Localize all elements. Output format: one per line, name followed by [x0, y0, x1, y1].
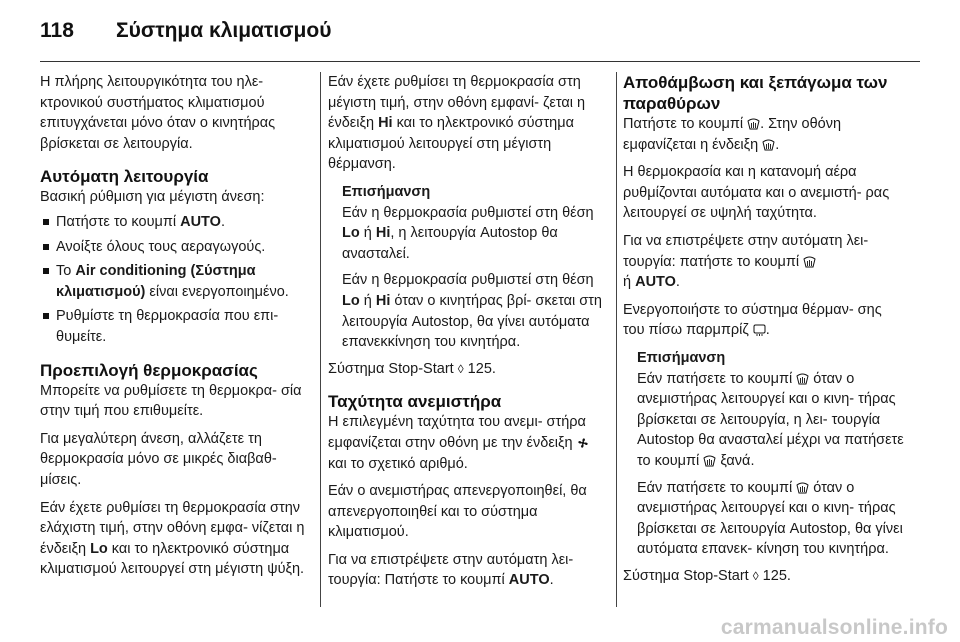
windscreen-defrost-icon: [762, 137, 775, 153]
auto-steps-list: [40, 212, 308, 348]
list-item: Ανοίξτε όλους τους αεραγωγούς.: [40, 237, 308, 258]
reference-arrow-icon: ◊: [752, 568, 759, 583]
defrost-heading: Αποθάμβωση και ξεπάγωμα των παραθύρων: [623, 73, 888, 113]
windscreen-defrost-icon: [796, 480, 809, 496]
defrost-paragraph-3: Για να επιστρέψετε στην αυτόματη λει- τουργία: πατήστε το κουμπί ή AUTO.: [623, 232, 869, 291]
defrost-paragraph-1: Πατήστε το κουμπί . Στην οθόνη εμφανίζεται η ένδειξη .: [623, 116, 842, 153]
stop-start-reference: Σύστημα Stop-Start ◊ 125.: [623, 567, 791, 584]
windscreen-defrost-icon: [803, 254, 816, 270]
reference-arrow-icon: ◊: [457, 361, 464, 376]
header-rule: [40, 61, 920, 62]
windscreen-defrost-icon: [796, 371, 809, 387]
rear-window-heating-icon: [753, 322, 766, 338]
column-2: [328, 72, 604, 598]
column-divider-2: [616, 72, 617, 607]
list-item: Ρυθμίστε τη θερμοκρασία που επι- θυμείτε.: [40, 306, 308, 347]
watermark: carmanualsonline.info: [720, 616, 948, 639]
intro-paragraph: Η πλήρης λειτουργικότητα του ηλε- κτρονικού συστήματος κλιματισμού επιτυγχάνεται μόνο όταν ο κινητήρας βρίσκεται σε λειτουργία.: [40, 74, 276, 152]
fan-speed-heading: Ταχύτητα ανεμιστήρα: [328, 392, 502, 412]
windscreen-defrost-icon: [747, 116, 760, 132]
auto-mode-heading: Αυτόματη λειτουργία: [40, 167, 209, 187]
column-1: [40, 72, 308, 587]
page-number: 118: [40, 19, 74, 42]
preset-paragraph-2: Για μεγαλύτερη άνεση, αλλάζετε τη θερμοκρασία μόνο σε μικρές διαβαθ- μίσεις.: [40, 430, 277, 488]
column-divider-1: [320, 72, 321, 607]
note-box: [637, 348, 905, 560]
auto-intro: Βασική ρύθμιση για μέγιστη άνεση:: [40, 189, 265, 206]
fan-icon: [577, 435, 589, 451]
note-paragraph: Εάν η θερμοκρασία ρυθμιστεί στη θέση Lo ή Hi όταν ο κινητήρας βρί- σκεται στη λειτουργία Autostop, θα γίνει αυτόματα επανεκκίνηση του κινητήρα.: [342, 272, 602, 351]
page-title: Σύστημα κλιματισμού: [116, 19, 332, 42]
fan-paragraph-1: Η επιλεγμένη ταχύτητα του ανεμι- στήρα εμφανίζεται στην οθόνη με την ένδειξη και το σχετικό αριθμό.: [328, 412, 604, 474]
page-header: [40, 14, 920, 48]
column-3: [623, 72, 905, 593]
preset-paragraph-1: Μπορείτε να ρυθμίσετε τη θερμοκρα- σία στην τιμή που επιθυμείτε.: [40, 382, 302, 420]
defrost-paragraph-4: Ενεργοποιήστε το σύστημα θέρμαν- σης του πίσω παρμπρίζ .: [623, 301, 882, 339]
windscreen-defrost-icon: [703, 453, 716, 469]
note-title: Επισήμανση: [342, 183, 431, 200]
note-title: Επισήμανση: [637, 349, 726, 366]
note-paragraph: Εάν πατήσετε το κουμπί όταν ο ανεμιστήρας λειτουργεί και ο κινη- τήρας βρίσκεται σε λειτουργία Autostop, θα γίνει αυτόματα επανεκ- κίνηση του κινητήρα.: [637, 479, 903, 558]
note-paragraph: Εάν πατήσετε το κουμπί όταν ο ανεμιστήρας λειτουργεί και ο κινη- τήρας βρίσκεται σε λειτουργία, η λει- τουργία Autostop θα ανασταλεί μέχρι να πατήσετε το κουμπί ξανά.: [637, 370, 904, 469]
stop-start-reference: Σύστημα Stop-Start ◊ 125.: [328, 360, 496, 377]
list-item: Πατήστε το κουμπί AUTO.: [40, 212, 308, 233]
temperature-preset-heading: Προεπιλογή θερμοκρασίας: [40, 360, 258, 380]
preset-paragraph-3: Εάν έχετε ρυθμίσει τη θερμοκρασία στην ελάχιστη τιμή, στην οθόνη εμφα- νίζεται η ένδειξη Lo και το ηλεκτρονικό σύστημα κλιματισμού λειτουργεί στη μέγιστη ψύξη.: [40, 499, 305, 578]
note-paragraph: Εάν η θερμοκρασία ρυθμιστεί στη θέση Lo ή Hi, η λειτουργία Autostop θα ανασταλεί.: [342, 204, 594, 262]
max-heating-paragraph: Εάν έχετε ρυθμίσει τη θερμοκρασία στη μέγιστη τιμή, στην οθόνη εμφανί- ζεται η ένδειξη Hi και το ηλεκτρονικό σύστημα κλιματισμού λειτουργεί στη μέγιστη θέρμανση.: [328, 74, 586, 173]
list-item: Το Air conditioning (Σύστημα κλιματισμού) είναι ενεργοποιημένο.: [40, 261, 308, 302]
defrost-paragraph-2: Η θερμοκρασία και η κατανομή αέρα ρυθμίζονται αυτόματα και ο ανεμιστή- ρας λειτουργεί σε υψηλή ταχύτητα.: [623, 164, 890, 222]
fan-paragraph-2: Εάν ο ανεμιστήρας απενεργοποιηθεί, θα απενεργοποιηθεί και το σύστημα κλιματισμού.: [328, 483, 587, 541]
note-box: [342, 182, 604, 353]
fan-paragraph-3: Για να επιστρέψετε στην αυτόματη λει- τουργία: Πατήστε το κουμπί AUTO.: [328, 551, 574, 589]
